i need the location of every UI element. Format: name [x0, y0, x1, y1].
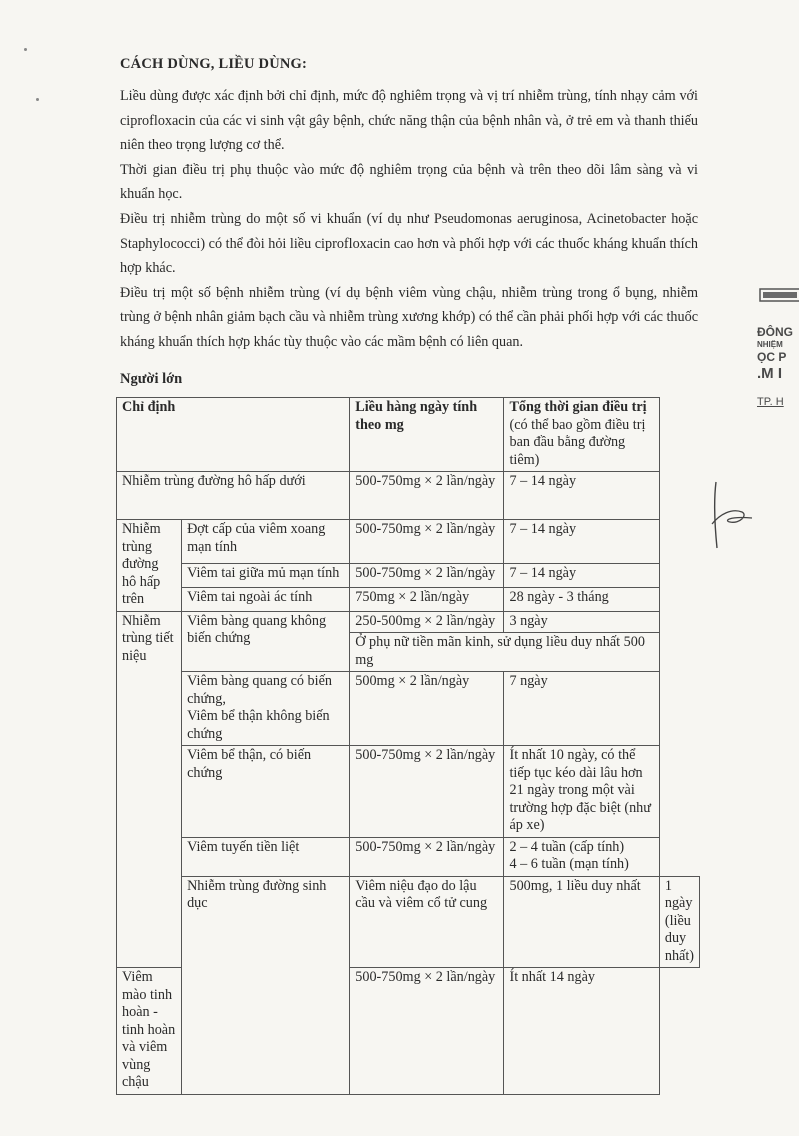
cell-indication: Viêm bàng quang có biến chứng, Viêm bể thận không biến chứng	[182, 672, 350, 746]
header-daily-dose: Liều hàng ngày tính theo mg	[350, 398, 504, 472]
signature-icon	[702, 478, 762, 558]
cell-duration: 28 ngày - 3 tháng	[504, 587, 659, 611]
cell-dose: 500-750mg × 2 lần/ngày	[350, 968, 504, 1095]
cell-dose: 500-750mg × 2 lần/ngày	[350, 563, 504, 587]
cell-indication: Viêm tai ngoài ác tính	[182, 587, 350, 611]
group-genital: Nhiễm trùng đường sinh dục	[182, 876, 350, 1094]
cell-dose: 250-500mg × 2 lần/ngày	[350, 611, 504, 633]
table-row	[117, 672, 700, 746]
cell-duration: 7 – 14 ngày	[504, 563, 659, 587]
cell-duration: 2 – 4 tuần (cấp tính) 4 – 6 tuần (mạn tính)	[504, 837, 659, 876]
cell-indication: Viêm mào tinh hoàn - tinh hoàn và viêm vùng chậu	[117, 968, 182, 1095]
table-header-row	[117, 398, 700, 472]
paragraph-specific-bacteria: Điều trị nhiễm trùng do một số vi khuẩn (ví dụ như Pseudomonas aeruginosa, Acinetobacter hoặc Staphylococci) có thể đòi hỏi liều ciprofloxacin cao hơn và phối hợp với các thuốc kháng khuẩn thích hợp khác.	[120, 210, 698, 277]
table-row	[117, 472, 700, 520]
cell-dose: 500mg, 1 liều duy nhất	[504, 876, 659, 968]
cell-dose: 500-750mg × 2 lần/ngày	[350, 837, 504, 876]
cell-dose: 500mg × 2 lần/ngày	[350, 672, 504, 746]
scan-speck	[36, 98, 39, 101]
section-heading: CÁCH DÙNG, LIỀU DÙNG:	[120, 56, 308, 72]
paragraph-dosage-determination: Liều dùng được xác định bởi chỉ định, mức độ nghiêm trọng và vị trí nhiễm trùng, tính nhạy cảm với ciprofloxacin của các vi sinh vật gây bệnh, chức năng thận của bệnh nhân và, ở trẻ em và thanh thiếu niên theo trọng lượng cơ thể.	[120, 88, 698, 154]
adult-dosage-table	[116, 397, 700, 1095]
adults-subheading: Người lớn	[120, 371, 183, 387]
group-upper-respiratory: Nhiễm trùng đường hô hấp trên	[117, 520, 182, 612]
cell-duration: Ít nhất 14 ngày	[504, 968, 659, 1095]
cell-dose: 500-750mg × 2 lần/ngày	[350, 472, 504, 520]
cell-note: Ở phụ nữ tiền mãn kinh, sử dụng liều duy nhất 500 mg	[350, 633, 660, 672]
cell-duration: 7 – 14 ngày	[504, 472, 659, 520]
table-row	[117, 876, 700, 968]
cell-indication: Viêm bàng quang không biến chứng	[182, 611, 350, 672]
body-text	[120, 84, 698, 355]
cell-indication: Đợt cấp của viêm xoang mạn tính	[182, 520, 350, 564]
cell-duration: 1 ngày (liều duy nhất)	[659, 876, 699, 968]
scan-speck	[24, 48, 27, 51]
margin-stamp-fragment: ĐÔNG NHIỆM ỌC P .M I TP. H	[757, 288, 799, 408]
cell-indication: Viêm bể thận, có biến chứng	[182, 746, 350, 838]
paragraph-treatment-duration: Thời gian điều trị phụ thuộc vào mức độ nghiêm trọng của bệnh và trên theo dõi lâm sàng và vi khuẩn học.	[120, 161, 698, 203]
cell-duration: 7 – 14 ngày	[504, 520, 659, 564]
header-total-duration: Tổng thời gian điều trị (có thể bao gồm điều trị ban đầu bằng đường tiêm)	[504, 398, 659, 472]
cell-duration: Ít nhất 10 ngày, có thể tiếp tục kéo dài lâu hơn 21 ngày trong một vài trường hợp đặc biệt (như áp xe)	[504, 746, 659, 838]
cell-indication: Viêm niệu đạo do lậu cầu và viêm cổ tử cung	[350, 876, 504, 968]
cell-indication: Viêm tuyến tiền liệt	[182, 837, 350, 876]
table-row	[117, 837, 700, 876]
stamp-edge-icon	[757, 288, 799, 302]
header-indication: Chỉ định	[117, 398, 350, 472]
cell-dose: 500-750mg × 2 lần/ngày	[350, 520, 504, 564]
cell-duration: 7 ngày	[504, 672, 659, 746]
cell-indication: Nhiễm trùng đường hô hấp dưới	[117, 472, 350, 520]
group-urinary: Nhiễm trùng tiết niệu	[117, 611, 182, 968]
paragraph-combination-therapy: Điều trị một số bệnh nhiễm trùng (ví dụ bệnh viêm vùng chậu, nhiễm trùng trong ổ bụng, nhiễm trùng ở bệnh nhân giảm bạch cầu và nhiễm trùng xương khớp) có thể cần phải phối hợp với các thuốc kháng khuẩn thích hợp khác tùy thuộc vào các mầm bệnh có liên quan.	[120, 284, 698, 350]
table-row	[117, 587, 700, 611]
table-row	[117, 520, 700, 564]
table-row	[117, 746, 700, 838]
table-row	[117, 611, 700, 633]
cell-duration: 3 ngày	[504, 611, 659, 633]
cell-dose: 750mg × 2 lần/ngày	[350, 587, 504, 611]
cell-indication: Viêm tai giữa mủ mạn tính	[182, 563, 350, 587]
table-row	[117, 563, 700, 587]
cell-dose: 500-750mg × 2 lần/ngày	[350, 746, 504, 838]
